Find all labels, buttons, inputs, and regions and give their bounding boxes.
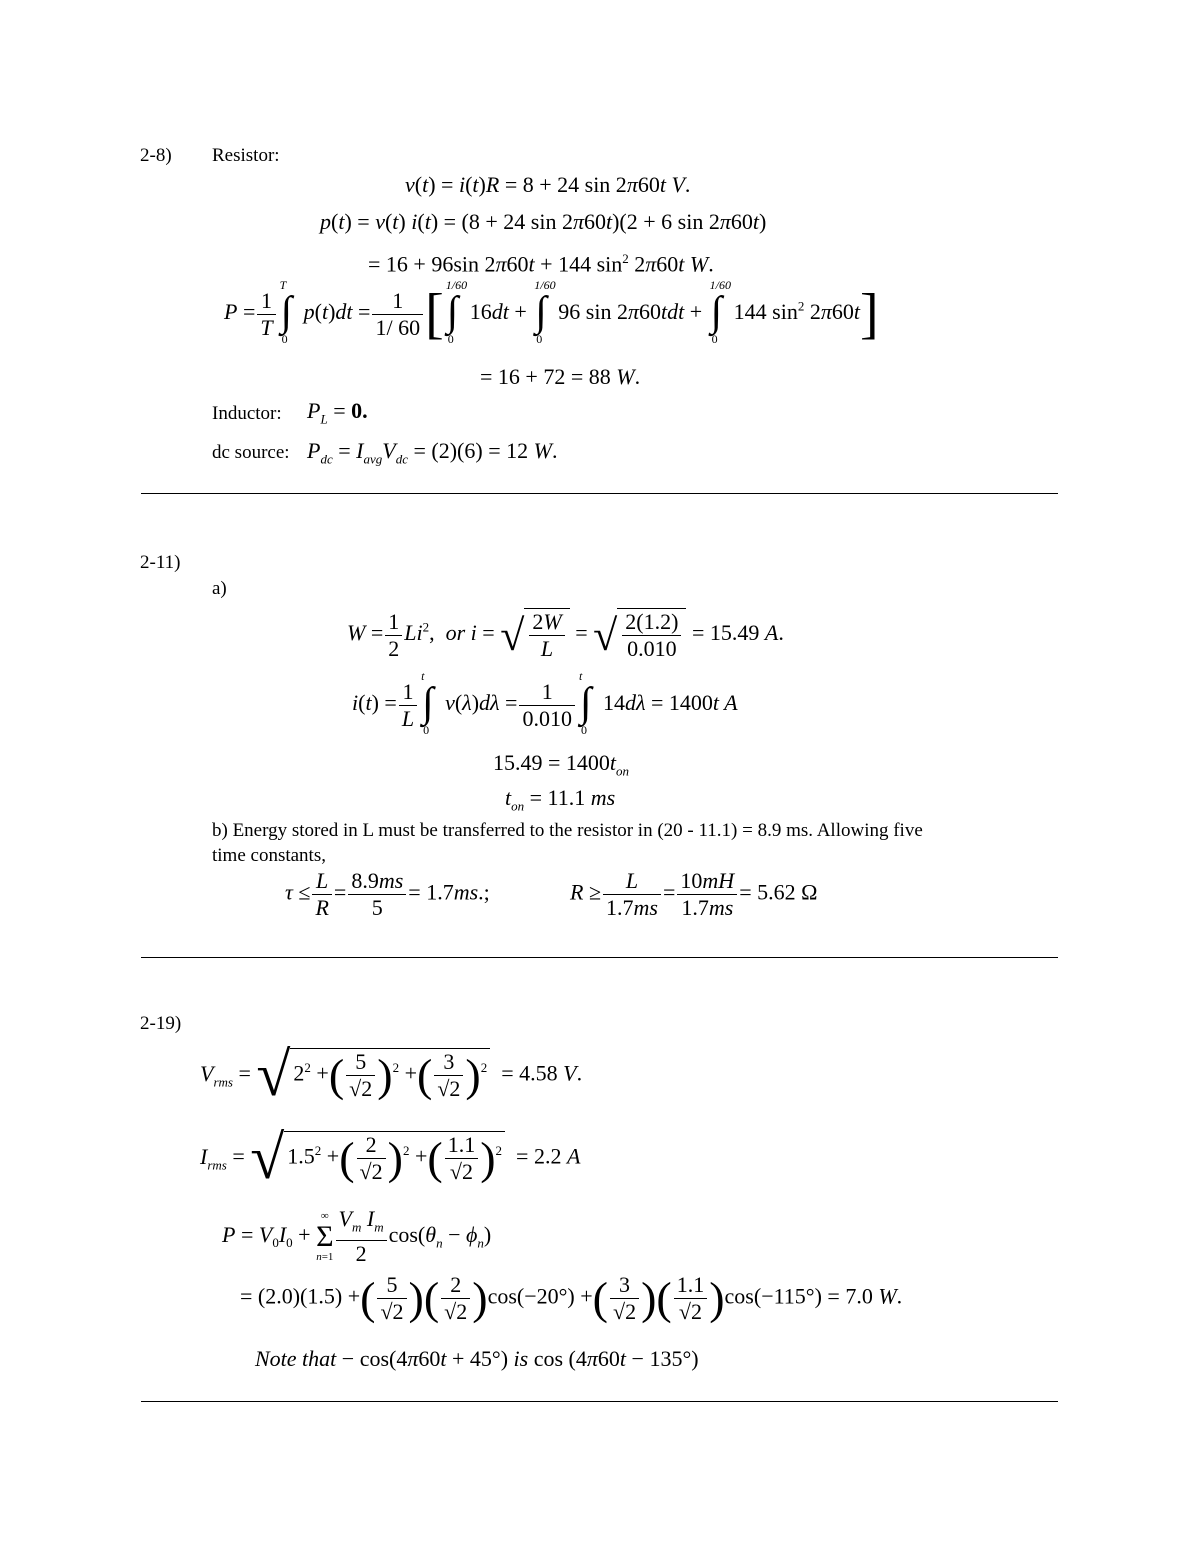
equation-vrms: $V_{rms}$ = √ $2^2$ +( $\frac{5}{√2}$ )$^2$ +( $\frac{3}{√2}$ )$^2$ = 4.58 V. (200, 1041, 583, 1109)
divider-3 (141, 1401, 1058, 1402)
note-phase-identity: Note that − cos(4π60t + 45°) is cos (4π60t − 135°) (255, 1346, 699, 1371)
equation-ton-1: $15.49 = 1400t_{on}$ (493, 750, 630, 779)
equation-average-power-integral: P = $\frac{1}{T}$ T ∫ 0 p(t)dt = $\frac{1}{1/ 60}$ [ 1/60 ∫ 0 16dt + 1/60 ∫ 0 96 sin 2π60tdt + 1/60 ∫ 0 144 $\sin^2 2\pi 60t$] (224, 278, 879, 346)
problem-number-2-19: 2-19) (140, 1013, 182, 1034)
part-b-text-line-1: b) Energy stored in L must be transferred to the resistor in (20 - 11.1) = 8.9 ms. Allowing five (212, 820, 923, 841)
equation-resistance: R ≥ $\frac{L}{1.7ms}$ = $\frac{10mH}{1.7ms}$ = 5.62 Ω (570, 868, 818, 920)
problem-number-2-11: 2-11) (140, 552, 181, 573)
equation-power-sum: $P = V_0I_0$ + ∞ Σ n=1 $\frac{V_m I_m}{2}$ $\cos(\theta_n - \phi_n)$ (222, 1206, 492, 1267)
problem-number-2-8: 2-8) (140, 145, 172, 166)
dc-source-power: $P_{dc} = I_{avg}V_{dc} = (2)(6) = 12$ W. (307, 438, 558, 467)
equation-irms: $I_{rms}$ = √ $1.5^2$ +( $\frac{2}{√2}$ )$^2$ +( $\frac{1.1}{√2}$ )$^2$ = 2.2 A (200, 1124, 581, 1192)
part-a-label: a) (212, 578, 227, 599)
divider-2 (141, 957, 1058, 958)
equation-v-t: v(t) = i(t)R = 8 + 24 sin 2π60t V. (405, 172, 691, 197)
divider-1 (141, 493, 1058, 494)
resistor-label: Resistor: (212, 145, 280, 166)
equation-power-value: = (2.0)(1.5) +( $\frac{5}{√2}$ )( $\frac{2}{√2}$ )cos(−20°) +( $\frac{3}{√2}$ )( $\frac{1.1}{√2}$ )cos(−115°) = 7.0 W. (240, 1272, 903, 1324)
equation-power-result: = 16 + 72 = 88 W. (480, 364, 641, 389)
inductor-power: $P_L = 0$. (307, 398, 368, 427)
equation-p-t: p(t) = v(t) i(t) = (8 + 24 sin 2π60t)(2 + 6 sin 2π60t) (320, 209, 767, 234)
dc-source-label: dc source: (212, 442, 290, 463)
equation-p-t-expanded: = 16 + 96sin 2π60t + 144 $\sin^2 2\pi 60t$ W. (368, 251, 714, 277)
equation-energy-current: W = $\frac{1}{2}$ Li$^2$, or i = √ $\frac{2W}{L}$ = √ $\frac{2(1.2)}{0.010}$ = 15.49 A. (347, 608, 784, 661)
equation-tau: τ ≤ $\frac{L}{R}$ = $\frac{8.9ms}{5}$ = 1.7ms.; (285, 868, 490, 920)
part-b-text-line-2: time constants, (212, 845, 326, 866)
equation-current-integral: i(t) = $\frac{1}{L}$ t ∫ 0 v(λ)dλ = $\frac{1}{0.010}$ t ∫ 0 14dλ = 1400t A (352, 669, 738, 737)
equation-ton-2: $t_{on} = 11.1$ ms (505, 785, 616, 814)
inductor-label: Inductor: (212, 403, 282, 424)
